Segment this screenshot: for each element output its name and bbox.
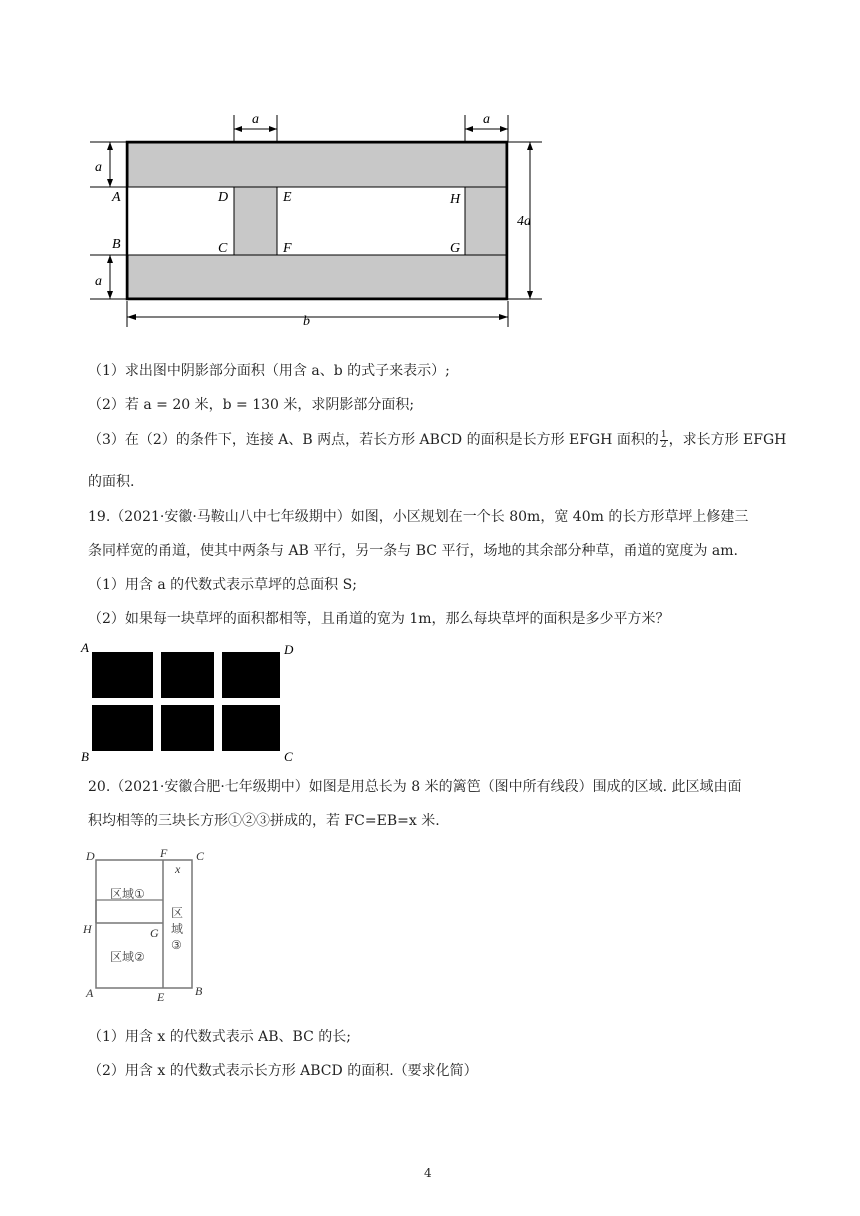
- q18-part3-pre: （3）在（2）的条件下，连接 A、B 两点，若长方形 ABCD 的面积是长方形 EFGH 面积的: [88, 432, 659, 448]
- point-h: H: [83, 922, 92, 936]
- shaded-bottom-band: [128, 255, 506, 298]
- point-c: C: [218, 241, 228, 256]
- label-a-top-left: a: [252, 112, 259, 127]
- q20-stem-line1: 20.（2021·安徽合肥·七年级期中）如图是用总长为 8 米的篱笆（图中所有线段）围成的区域. 此区域由面: [88, 779, 742, 795]
- point-d: D: [218, 190, 229, 205]
- label-b: b: [303, 314, 310, 329]
- figure-q18: [80, 105, 550, 330]
- point-g: G: [450, 241, 461, 256]
- label-a-left-bottom: a: [95, 274, 102, 289]
- q18-part3-post: ，求长方形 EFGH: [668, 432, 787, 448]
- point-a: A: [81, 640, 89, 655]
- point-f: F: [283, 241, 292, 256]
- q20-stem-line2: 积均相等的三块长方形①②③拼成的，若 FC=EB=x 米.: [88, 813, 440, 829]
- q18-part2: （2）若 a = 20 米，b = 130 米，求阴影部分面积;: [88, 397, 415, 413]
- region-2-label: 区域②: [110, 950, 145, 964]
- q18-part3: [88, 430, 786, 450]
- point-c: C: [196, 849, 205, 863]
- q19-part1: （1）用含 a 的代数式表示草坪的总面积 S;: [88, 577, 357, 593]
- point-a: A: [86, 986, 94, 1000]
- point-d: D: [284, 642, 294, 657]
- q18-part3-cont: 的面积.: [88, 474, 135, 490]
- page-number: 4: [424, 1166, 432, 1180]
- point-b: B: [81, 749, 89, 763]
- point-f: F: [160, 846, 168, 860]
- point-b: B: [195, 984, 203, 998]
- q18-part1: （1）求出图中阴影部分面积（用含 a、b 的式子来表示）;: [88, 363, 450, 379]
- point-e: E: [283, 190, 292, 205]
- region-3-label-c: ③: [171, 938, 182, 952]
- point-e: E: [157, 990, 165, 1004]
- region-3-label-a: 区: [171, 906, 184, 920]
- fraction-one-half: $\frac{1}{2}$: [660, 429, 667, 450]
- path-horizontal: [92, 698, 280, 705]
- figure-q20: [80, 845, 220, 1005]
- label-x: x: [175, 862, 181, 876]
- point-g: G: [150, 926, 159, 940]
- point-b: B: [112, 237, 121, 252]
- q19-stem-line1: 19.（2021·安徽·马鞍山八中七年级期中）如图，小区规划在一个长 80m，宽 40m 的长方形草坪上修建三: [88, 509, 749, 525]
- q19-part2: （2）如果每一块草坪的面积都相等，且甬道的宽为 1m，那么每块草坪的面积是多少平方米？: [88, 611, 670, 627]
- region-3-label-b: 域: [171, 922, 184, 936]
- point-d: D: [86, 849, 95, 863]
- point-h: H: [450, 192, 461, 207]
- label-a-top-right: a: [483, 112, 490, 127]
- shaded-bar-dcfe: [234, 187, 277, 255]
- region-1-label: 区域①: [110, 887, 145, 901]
- label-a-left-top: a: [95, 160, 102, 175]
- q20-part1: （1）用含 x 的代数式表示 AB、BC 的长;: [88, 1029, 351, 1045]
- point-a: A: [112, 190, 121, 205]
- point-c: C: [284, 749, 293, 763]
- q19-stem-line2: 条同样宽的甬道，使其中两条与 AB 平行，另一条与 BC 平行，场地的其余部分种草，甬道的宽度为 am.: [88, 543, 738, 559]
- figure-q19: [78, 638, 300, 763]
- shaded-bar-hg: [465, 187, 506, 255]
- label-4a: 4a: [517, 214, 531, 229]
- shaded-top-band: [128, 143, 506, 187]
- q20-part2: （2）用含 x 的代数式表示长方形 ABCD 的面积.（要求化简）: [88, 1063, 478, 1079]
